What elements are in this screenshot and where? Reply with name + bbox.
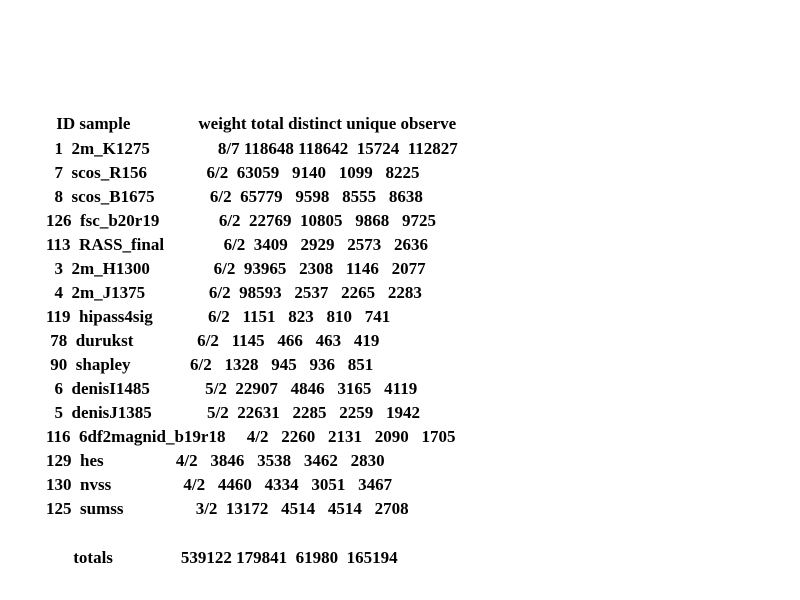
table-row: 1 2m_K1275 8/7 118648 118642 15724 112827	[46, 139, 458, 158]
table-row: 116 6df2magnid_b19r18 4/2 2260 2131 2090 1705	[46, 427, 456, 446]
table-row: 126 fsc_b20r19 6/2 22769 10805 9868 9725	[46, 211, 437, 230]
table-row: 3 2m_H1300 6/2 93965 2308 1146 2077	[46, 259, 426, 278]
table-row: 7 scos_R156 6/2 63059 9140 1099 8225	[46, 163, 420, 182]
table-row: 8 scos_B1675 6/2 65779 9598 8555 8638	[46, 187, 423, 206]
table-row: 4 2m_J1375 6/2 98593 2537 2265 2283	[46, 283, 422, 302]
totals-row: totals 539122 179841 61980 165194	[52, 548, 398, 567]
table-row: 90 shapley 6/2 1328 945 936 851	[46, 355, 374, 374]
table-row: 5 denisJ1385 5/2 22631 2285 2259 1942	[46, 403, 421, 422]
table-row: 78 durukst 6/2 1145 466 463 419	[46, 331, 380, 350]
table-header: ID sample weight total distinct unique observe	[52, 114, 457, 133]
table-row: 125 sumss 3/2 13172 4514 4514 2708	[46, 499, 409, 518]
table-row: 113 RASS_final 6/2 3409 2929 2573 2636	[46, 235, 429, 254]
table-row: 119 hipass4sig 6/2 1151 823 810 741	[46, 307, 391, 326]
table-row: 129 hes 4/2 3846 3538 3462 2830	[46, 451, 385, 470]
table-row: 6 denisI1485 5/2 22907 4846 3165 4119	[46, 379, 418, 398]
table-row: 130 nvss 4/2 4460 4334 3051 3467	[46, 475, 393, 494]
